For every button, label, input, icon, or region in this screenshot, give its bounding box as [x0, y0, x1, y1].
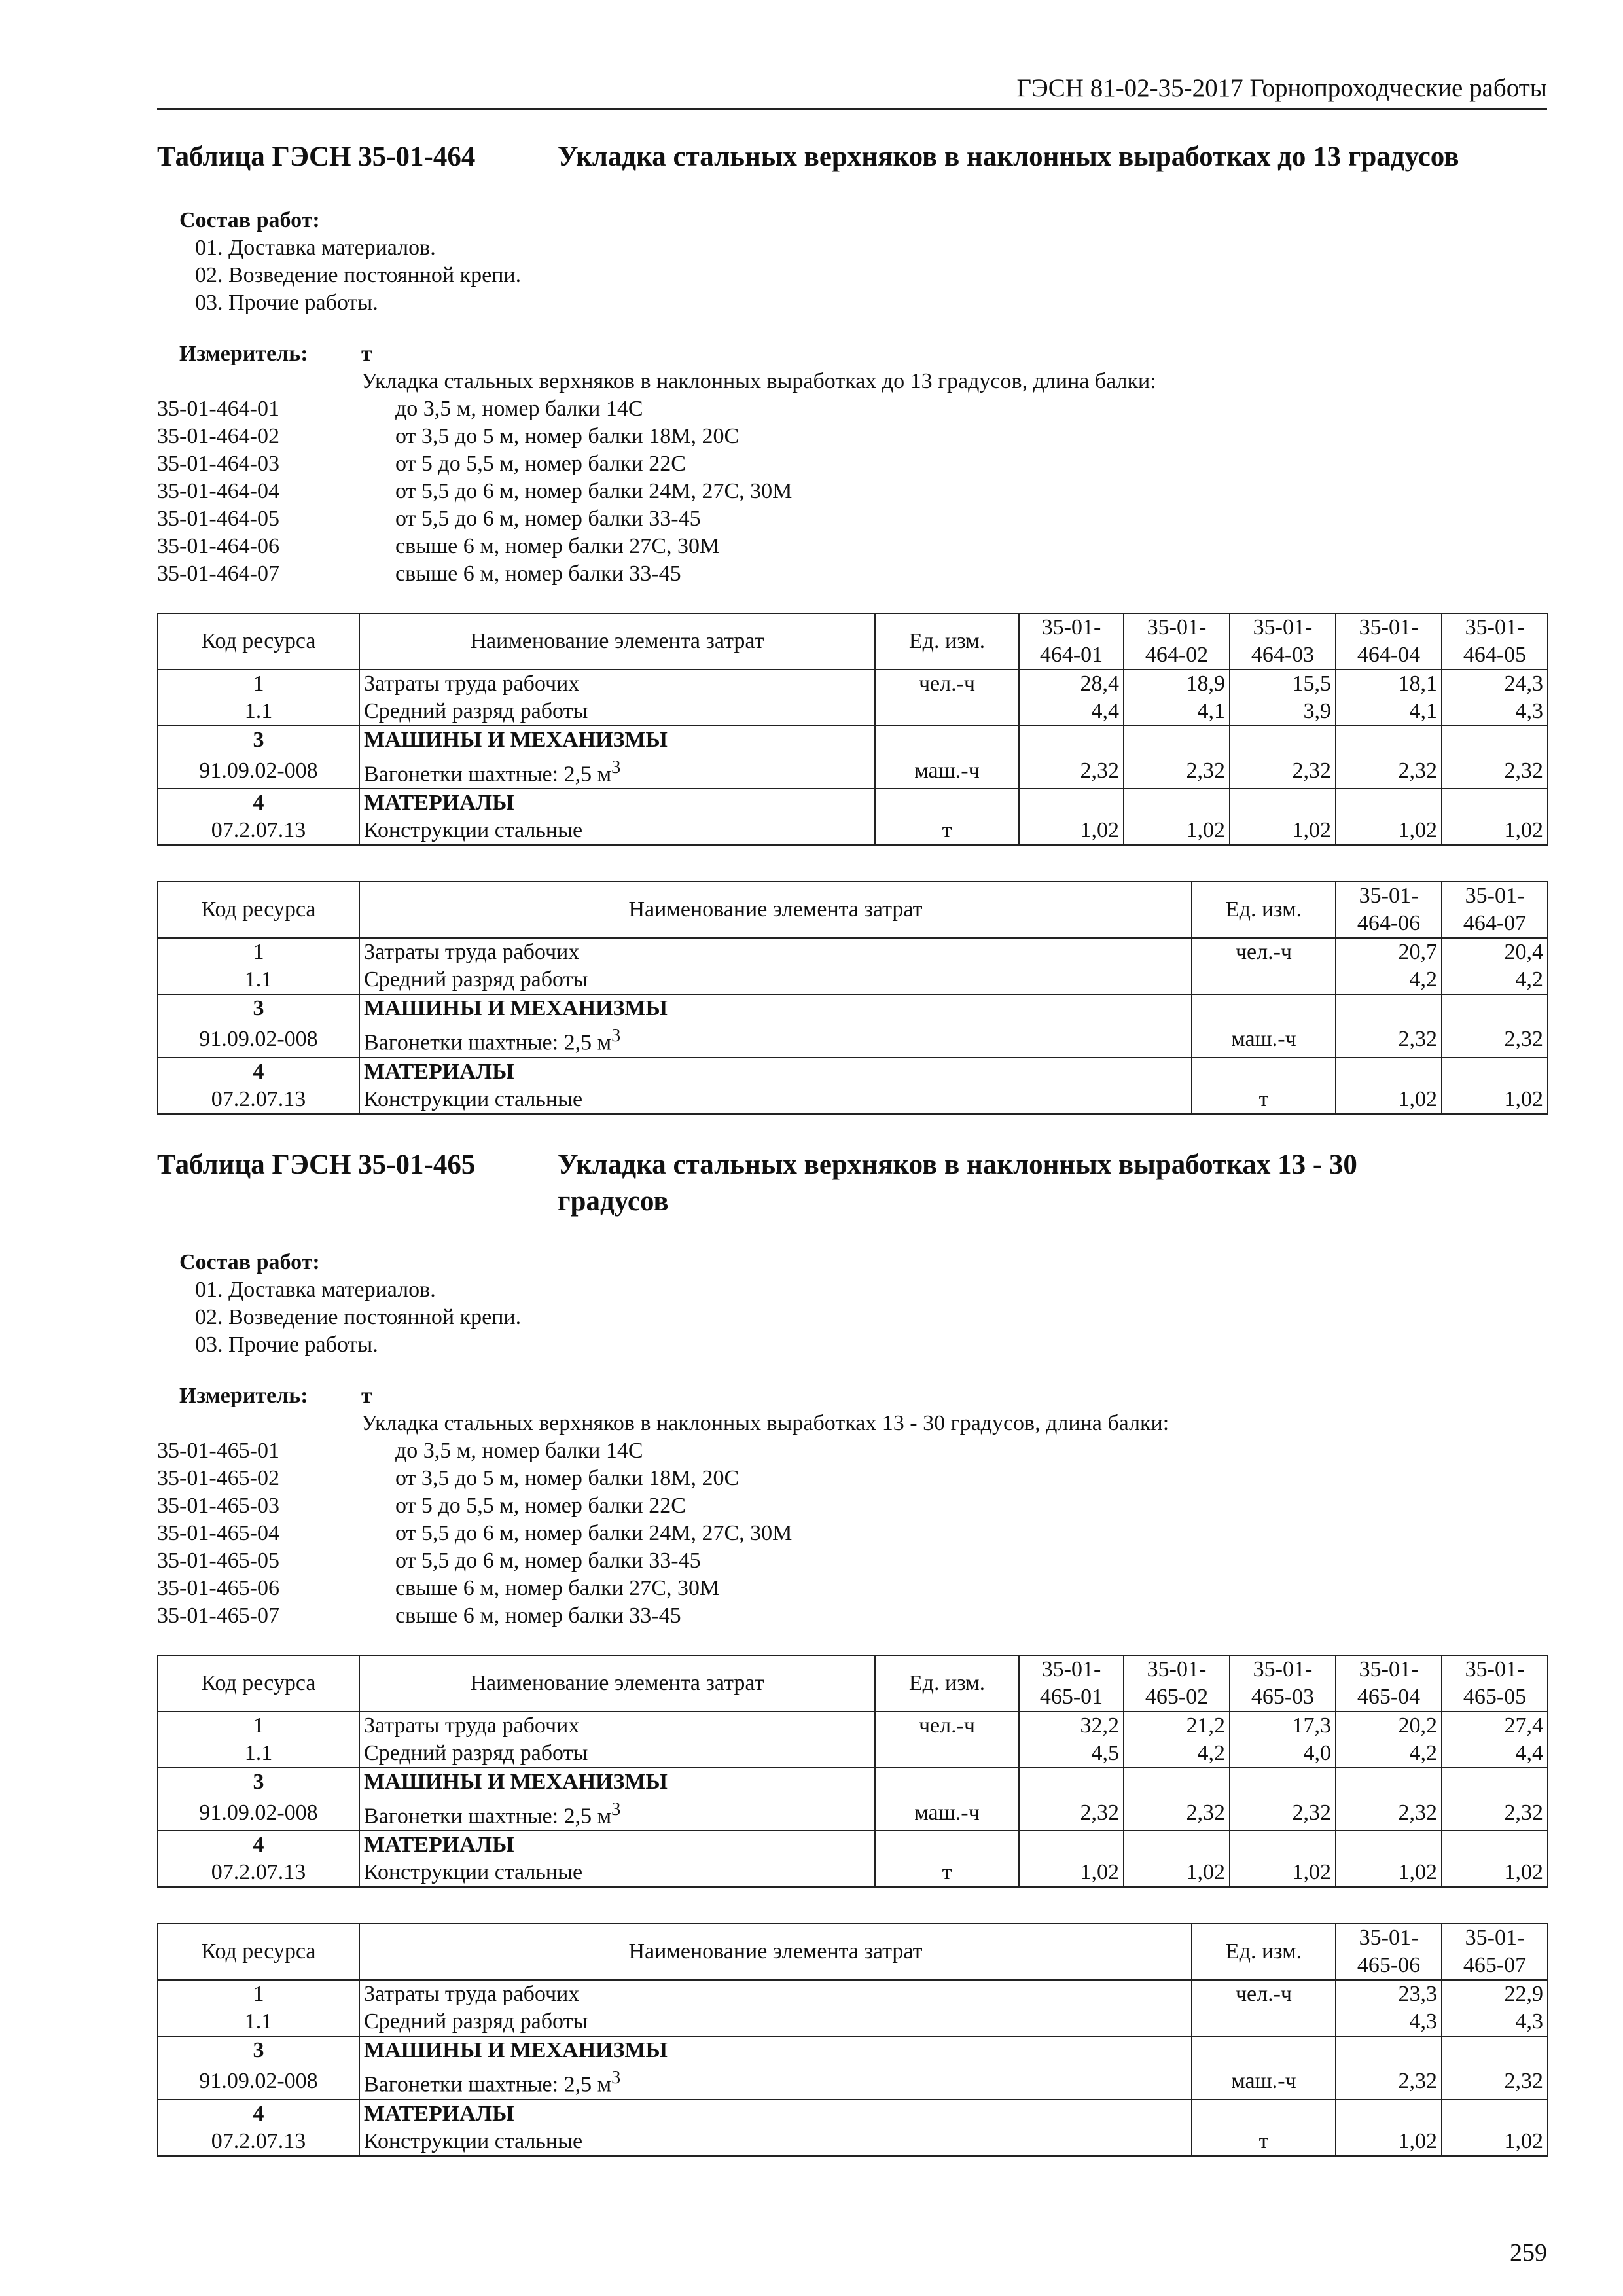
norm-list — [157, 395, 1547, 588]
norm-row — [157, 505, 1547, 533]
col-header-unit: Ед. изм. — [875, 1655, 1019, 1712]
norm-row — [157, 1437, 1547, 1465]
norm-text: свыше 6 м, номер балки 33-45 — [395, 562, 681, 586]
norm-row — [157, 478, 1547, 505]
work-item: 03. Прочие работы. — [195, 1333, 378, 1357]
norm-code: 35-01-464-06 — [157, 534, 279, 558]
table-row-group-materials: 4 МАТЕРИАЛЫ — [158, 1831, 1548, 1859]
norm-code: 35-01-465-01 — [157, 1439, 279, 1463]
section-35-01-464 — [157, 139, 1547, 1115]
table-row-grade: 1.1 Средний разряд работы 4,5 4,2 4,0 4,2 4,4 — [158, 1740, 1548, 1768]
norm-text: от 5 до 5,5 м, номер балки 22С — [395, 452, 686, 476]
norm-text: до 3,5 м, номер балки 14С — [395, 397, 643, 421]
col-header-norm: 35-01- 465-01 — [1019, 1655, 1124, 1712]
col-header-unit: Ед. изм. — [1192, 1924, 1336, 1980]
table-row-grade: 1.1 Средний разряд работы 4,4 4,1 3,9 4,1 4,3 — [158, 698, 1548, 726]
col-header-code: Код ресурса — [158, 1655, 359, 1712]
table-title: Укладка стальных верхняков в наклонных выработках до 13 градусов — [558, 141, 1459, 172]
table-row-labor: 1 Затраты труда рабочих чел.-ч 20,7 20,4 — [158, 938, 1548, 966]
norm-code: 35-01-464-03 — [157, 452, 279, 476]
norm-code: 35-01-465-03 — [157, 1494, 279, 1518]
norm-text: до 3,5 м, номер балки 14С — [395, 1439, 643, 1463]
table-row-machine: 91.09.02-008 Вагонетки шахтные: 2,5 $м^3$ маш.-ч 2,32 2,32 2,32 2,32 2,32 — [158, 754, 1548, 789]
table-row-material: 07.2.07.13 Конструкции стальные т 1,02 1,02 1,02 1,02 1,02 — [158, 817, 1548, 845]
norm-code: 35-01-465-04 — [157, 1521, 279, 1545]
norm-code: 35-01-465-07 — [157, 1604, 279, 1628]
work-item: 01. Доставка материалов. — [195, 1278, 436, 1302]
measure-row — [157, 1382, 1547, 1410]
norm-text: от 3,5 до 5 м, номер балки 18М, 20С — [395, 424, 740, 448]
table-header-row — [158, 1924, 1548, 1980]
norm-code: 35-01-465-06 — [157, 1576, 279, 1600]
table-row-labor: 1 Затраты труда рабочих чел.-ч 23,3 22,9 — [158, 1980, 1548, 2008]
col-header-norm: 35-01- 465-06 — [1336, 1924, 1442, 1980]
work-item: 02. Возведение постоянной крепи. — [195, 1305, 522, 1329]
norm-code: 35-01-465-02 — [157, 1466, 279, 1490]
table-row-group-machines: 3 МАШИНЫ И МЕХАНИЗМЫ — [158, 994, 1548, 1022]
table-title: Укладка стальных верхняков в наклонных выработках 13 - 30 градусов — [558, 1149, 1357, 1217]
col-header-norm: 35-01- 465-03 — [1230, 1655, 1336, 1712]
table-header-row — [158, 882, 1548, 938]
work-item: 01. Доставка материалов. — [195, 236, 436, 260]
norm-row — [157, 560, 1547, 588]
norm-text: от 5 до 5,5 м, номер балки 22С — [395, 1494, 686, 1518]
table-code: Таблица ГЭСН 35-01-465 — [157, 1149, 476, 1180]
work-item: 03. Прочие работы. — [195, 291, 378, 315]
resource-table-465-a — [157, 1655, 1548, 1888]
table-row-material: 07.2.07.13 Конструкции стальные т 1,02 1,02 1,02 1,02 1,02 — [158, 1859, 1548, 1887]
col-header-norm: 35-01- 465-07 — [1442, 1924, 1548, 1980]
table-row-labor: 1 Затраты труда рабочих чел.-ч 32,2 21,2 17,3 20,2 27,4 — [158, 1712, 1548, 1740]
resource-table-465-b — [157, 1923, 1548, 2156]
norm-code: 35-01-464-01 — [157, 397, 279, 421]
col-header-norm: 35-01- 464-03 — [1230, 613, 1336, 670]
norm-row — [157, 1575, 1547, 1602]
resource-table-464-a — [157, 613, 1548, 846]
col-header-norm: 35-01- 464-02 — [1124, 613, 1230, 670]
norm-code: 35-01-465-05 — [157, 1549, 279, 1573]
norm-row — [157, 1520, 1547, 1547]
measure-label: Измеритель: — [179, 342, 308, 366]
measure-label: Измеритель: — [179, 1384, 308, 1408]
col-header-norm: 35-01- 465-04 — [1336, 1655, 1442, 1712]
col-header-norm: 35-01- 464-01 — [1019, 613, 1124, 670]
norm-text: свыше 6 м, номер балки 33-45 — [395, 1604, 681, 1628]
table-code: Таблица ГЭСН 35-01-464 — [157, 141, 476, 172]
norm-row — [157, 450, 1547, 478]
norm-code: 35-01-464-05 — [157, 507, 279, 531]
table-header-row — [158, 1655, 1548, 1712]
norm-text: от 5,5 до 6 м, номер балки 33-45 — [395, 507, 701, 531]
col-header-norm: 35-01- 464-06 — [1336, 882, 1442, 938]
norm-text: от 5,5 до 6 м, номер балки 24М, 27С, 30М — [395, 479, 793, 503]
measure-value: т — [361, 1384, 372, 1408]
work-composition-heading: Состав работ: — [179, 1250, 320, 1274]
resource-table-464-b — [157, 881, 1548, 1114]
norm-row — [157, 423, 1547, 450]
table-row-group-machines: 3 МАШИНЫ И МЕХАНИЗМЫ — [158, 2036, 1548, 2064]
col-header-name: Наименование элемента затрат — [359, 882, 1192, 938]
table-row-grade: 1.1 Средний разряд работы 4,3 4,3 — [158, 2008, 1548, 2036]
norm-text: от 5,5 до 6 м, номер балки 33-45 — [395, 1549, 701, 1573]
norm-text: от 5,5 до 6 м, номер балки 24М, 27С, 30М — [395, 1521, 793, 1545]
col-header-norm: 35-01- 464-05 — [1442, 613, 1548, 670]
col-header-norm: 35-01- 465-02 — [1124, 1655, 1230, 1712]
table-row-material: 07.2.07.13 Конструкции стальные т 1,02 1,02 — [158, 1086, 1548, 1114]
measure-value: т — [361, 342, 372, 366]
table-row-group-materials: 4 МАТЕРИАЛЫ — [158, 1058, 1548, 1086]
work-item: 02. Возведение постоянной крепи. — [195, 263, 522, 287]
table-row-group-machines: 3 МАШИНЫ И МЕХАНИЗМЫ — [158, 726, 1548, 754]
norm-text: свыше 6 м, номер балки 27С, 30М — [395, 534, 720, 558]
col-header-norm: 35-01- 464-07 — [1442, 882, 1548, 938]
col-header-name: Наименование элемента затрат — [359, 613, 875, 670]
running-header: ГЭСН 81-02-35-2017 Горнопроходческие работы — [157, 73, 1547, 110]
col-header-norm: 35-01- 465-05 — [1442, 1655, 1548, 1712]
measure-row — [157, 340, 1547, 368]
norm-text: свыше 6 м, номер балки 27С, 30М — [395, 1576, 720, 1600]
table-row-group-materials: 4 МАТЕРИАЛЫ — [158, 2100, 1548, 2128]
norm-description: Укладка стальных верхняков в наклонных выработках до 13 градусов, длина балки: — [361, 369, 1156, 393]
norm-list — [157, 1437, 1547, 1630]
col-header-unit: Ед. изм. — [875, 613, 1019, 670]
work-composition — [179, 1249, 1547, 1359]
norm-text: от 3,5 до 5 м, номер балки 18М, 20С — [395, 1466, 740, 1490]
table-row-group-machines: 3 МАШИНЫ И МЕХАНИЗМЫ — [158, 1768, 1548, 1796]
norm-code: 35-01-464-07 — [157, 562, 279, 586]
col-header-unit: Ед. изм. — [1192, 882, 1336, 938]
norm-code: 35-01-464-04 — [157, 479, 279, 503]
work-composition-heading: Состав работ: — [179, 208, 320, 232]
norm-row — [157, 1547, 1547, 1575]
table-header-row — [158, 613, 1548, 670]
page-number: 259 — [1510, 2239, 1547, 2267]
table-row-grade: 1.1 Средний разряд работы 4,2 4,2 — [158, 966, 1548, 994]
col-header-name: Наименование элемента затрат — [359, 1655, 875, 1712]
norm-row — [157, 395, 1547, 423]
work-composition — [179, 207, 1547, 317]
norm-description: Укладка стальных верхняков в наклонных выработках 13 - 30 градусов, длина балки: — [361, 1411, 1169, 1435]
col-header-code: Код ресурса — [158, 613, 359, 670]
table-heading — [157, 1147, 1547, 1220]
table-heading — [157, 139, 1547, 175]
norm-row — [157, 1602, 1547, 1630]
table-row-group-materials: 4 МАТЕРИАЛЫ — [158, 789, 1548, 817]
norm-code: 35-01-464-02 — [157, 424, 279, 448]
table-row-machine: 91.09.02-008 Вагонетки шахтные: 2,5 $м^3$ маш.-ч 2,32 2,32 — [158, 1022, 1548, 1057]
norm-row — [157, 533, 1547, 560]
table-row-machine: 91.09.02-008 Вагонетки шахтные: 2,5 $м^3$ маш.-ч 2,32 2,32 2,32 2,32 2,32 — [158, 1796, 1548, 1831]
table-row-material: 07.2.07.13 Конструкции стальные т 1,02 1,02 — [158, 2128, 1548, 2156]
norm-row — [157, 1465, 1547, 1492]
col-header-name: Наименование элемента затрат — [359, 1924, 1192, 1980]
col-header-norm: 35-01- 464-04 — [1336, 613, 1442, 670]
col-header-code: Код ресурса — [158, 882, 359, 938]
section-35-01-465 — [157, 1147, 1547, 2157]
table-row-machine: 91.09.02-008 Вагонетки шахтные: 2,5 $м^3$ маш.-ч 2,32 2,32 — [158, 2064, 1548, 2099]
col-header-code: Код ресурса — [158, 1924, 359, 1980]
table-row-labor: 1 Затраты труда рабочих чел.-ч 28,4 18,9 15,5 18,1 24,3 — [158, 670, 1548, 698]
norm-row — [157, 1492, 1547, 1520]
